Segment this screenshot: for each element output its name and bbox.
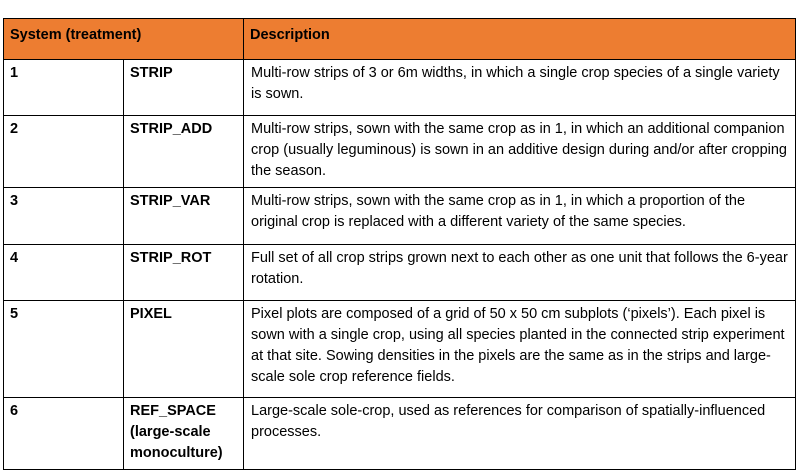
header-system: System (treatment)	[4, 19, 244, 60]
treatment-table-container	[3, 18, 796, 470]
header-row	[4, 19, 796, 60]
system-label: STRIP_ROT	[130, 250, 212, 266]
table-row	[4, 245, 796, 301]
system-name	[124, 116, 244, 188]
system-label: REF_SPACE	[130, 403, 216, 419]
table-row	[4, 60, 796, 116]
table-header	[4, 19, 796, 60]
system-name	[124, 398, 244, 470]
system-name	[124, 60, 244, 116]
header-description: Description	[244, 19, 796, 60]
row-number: 3	[4, 188, 124, 245]
treatment-table	[3, 18, 796, 470]
row-description: Full set of all crop strips grown next to each other as one unit that follows the 6-year rotation.	[244, 245, 796, 301]
system-name	[124, 188, 244, 245]
table-body	[4, 60, 796, 470]
row-number: 4	[4, 245, 124, 301]
row-description: Multi-row strips of 3 or 6m widths, in which a single crop species of a single variety is sown.	[244, 60, 796, 116]
row-number: 1	[4, 60, 124, 116]
system-sublabel: (large-scale monoculture)	[130, 424, 223, 461]
system-label: STRIP_ADD	[130, 121, 213, 137]
row-number: 2	[4, 116, 124, 188]
row-description: Pixel plots are composed of a grid of 50 x 50 cm subplots (‘pixels’). Each pixel is sown with a single crop, using all species planted in the connected strip experiment at that site. Sowing densities in the pixels are the same as in the strips and large-scale sole crop reference fields.	[244, 301, 796, 398]
row-number: 6	[4, 398, 124, 470]
table-row	[4, 301, 796, 398]
row-number: 5	[4, 301, 124, 398]
system-label: PIXEL	[130, 306, 172, 322]
table-row	[4, 188, 796, 245]
row-description: Large-scale sole-crop, used as references for comparison of spatially-influenced processes.	[244, 398, 796, 470]
table-row	[4, 116, 796, 188]
system-label: STRIP	[130, 65, 173, 81]
system-name	[124, 245, 244, 301]
row-description: Multi-row strips, sown with the same crop as in 1, in which an additional companion crop (usually leguminous) is sown in an additive design during and/or after cropping the season.	[244, 116, 796, 188]
row-description: Multi-row strips, sown with the same crop as in 1, in which a proportion of the original crop is replaced with a different variety of the same species.	[244, 188, 796, 245]
system-label: STRIP_VAR	[130, 193, 211, 209]
system-name	[124, 301, 244, 398]
table-row	[4, 398, 796, 470]
